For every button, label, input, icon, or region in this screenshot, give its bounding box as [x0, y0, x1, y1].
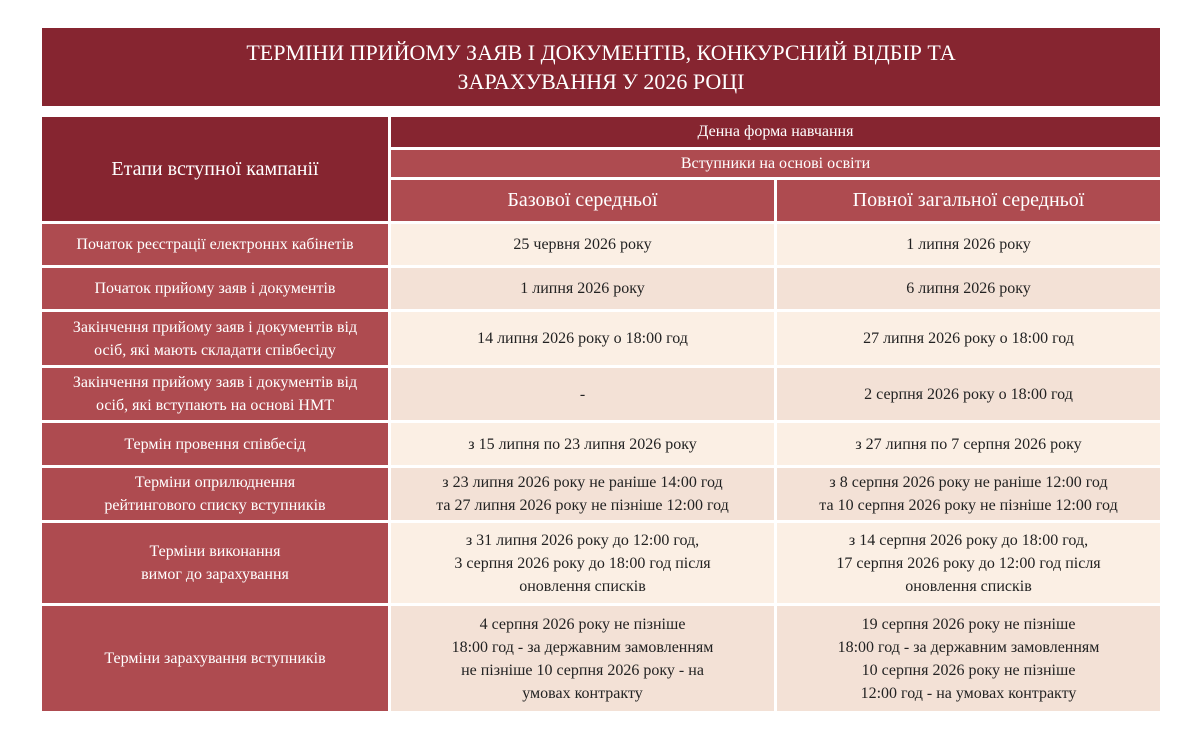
cell-text-line: 6 липня 2026 року [906, 280, 1031, 297]
table-cell-basic [391, 312, 774, 365]
table-cell-full [777, 368, 1160, 420]
table-cell-full [777, 312, 1160, 365]
column-header-full-label: Повної загальної середньої [852, 189, 1085, 211]
cell-text-line: 14 липня 2026 року о 18:00 год [477, 330, 688, 347]
cell-text-line: 18:00 год - за державним замовленням [837, 638, 1100, 656]
cell-text-line: Терміни оприлюднення [134, 474, 296, 491]
table-cell-basic [391, 423, 774, 465]
cell-text-line: 1 липня 2026 року [520, 280, 645, 297]
column-header-basic-label: Базової середньої [507, 189, 658, 211]
page-title [42, 28, 1160, 106]
cell-text-line: 4 серпня 2026 року не пізніше [479, 615, 686, 633]
cell-text-line: умовах контракту [522, 684, 643, 702]
cell-text-line: 25 червня 2026 року [513, 236, 652, 253]
table-cell-basic [391, 468, 774, 520]
cell-text-line: та 10 серпня 2026 року не пізніше 12:00 год [819, 497, 1118, 514]
cell-text-line: Початок реєстрації електроннх кабінетів [76, 236, 354, 253]
cell-text-line: з 15 липня по 23 липня 2026 року [468, 435, 697, 453]
cell-text-line: 27 липня 2026 року о 18:00 год [863, 330, 1074, 347]
cell-text-line: осіб, які мають складати співбесіду [94, 341, 336, 359]
table-cell-basic [391, 368, 774, 420]
cell-text-line: 19 серпня 2026 року не пізніше [861, 615, 1076, 633]
table-cell-stage [42, 468, 388, 520]
table-cell-stage [42, 523, 388, 603]
cell-text-line: 18:00 год - за державним замовленням [451, 638, 714, 656]
cell-text-line: 3 серпня 2026 року до 18:00 год після [454, 554, 711, 572]
cell-text-line: 17 серпня 2026 року до 12:00 год після [836, 554, 1101, 572]
title-line-2: ЗАРАХУВАННЯ У 2026 РОЦІ [457, 69, 745, 94]
cell-text-line: 1 липня 2026 року [906, 236, 1031, 253]
table-cell-stage [42, 268, 388, 309]
table-cell-full [777, 523, 1160, 603]
cell-text-line: Закінчення прийому заяв і документів від [72, 374, 358, 391]
cell-text-line: Термін провення співбесід [124, 435, 306, 453]
table-cell-stage [42, 423, 388, 465]
cell-text-line: Початок прийому заяв і документів [94, 280, 336, 297]
cell-text-line: з 14 серпня 2026 року до 18:00 год, [848, 531, 1089, 549]
cell-text-line: - [579, 385, 586, 403]
cell-text-line: рейтингового списку вступників [104, 497, 326, 514]
education-basis-header [391, 150, 1160, 177]
study-form-label: Денна форма навчання [697, 123, 854, 140]
education-basis-label: Вступники на основі освіти [680, 154, 871, 172]
stages-header-label: Етапи вступної кампанії [111, 157, 319, 180]
cell-text-line: 12:00 год - на умовах контракту [860, 684, 1077, 702]
cell-text-line: з 27 липня по 7 серпня 2026 року [855, 435, 1082, 453]
table-cell-stage [42, 368, 388, 420]
table-cell-basic [391, 523, 774, 603]
title-line-1: ТЕРМІНИ ПРИЙОМУ ЗАЯВ І ДОКУМЕНТІВ, КОНКУРСНИЙ ВІДБІР ТА [246, 40, 956, 65]
cell-text-line: з 23 липня 2026 року не раніше 14:00 год [442, 474, 723, 491]
cell-text-line: Терміни виконання [149, 543, 281, 560]
cell-text-line: з 31 липня 2026 року до 12:00 год, [465, 531, 700, 549]
table-cell-full [777, 606, 1160, 711]
cell-text-line: з 8 серпня 2026 року не раніше 12:00 год [829, 474, 1108, 491]
table-cell-full [777, 224, 1160, 265]
table-cell-stage [42, 606, 388, 711]
table-cell-stage [42, 224, 388, 265]
cell-text-line: вимог до зарахування [141, 566, 289, 583]
table-cell-full [777, 423, 1160, 465]
cell-text-line: осіб, які вступають на основі НМТ [96, 397, 334, 414]
table-cell-full [777, 468, 1160, 520]
cell-text-line: 2 серпня 2026 року о 18:00 год [864, 385, 1073, 403]
cell-text-line: оновлення списків [905, 577, 1032, 595]
study-form-header [391, 117, 1160, 147]
table-cell-basic [391, 606, 774, 711]
table-cell-basic [391, 268, 774, 309]
cell-text-line: Терміни зарахування вступників [104, 650, 326, 667]
table-cell-basic [391, 224, 774, 265]
cell-text-line: Закінчення прийому заяв і документів від [72, 318, 358, 336]
table-cell-full [777, 268, 1160, 309]
cell-text-line: оновлення списків [519, 577, 646, 595]
cell-text-line: 10 серпня 2026 року не пізніше [861, 661, 1076, 679]
cell-text-line: не пізніше 10 серпня 2026 року - на [461, 661, 704, 679]
cell-text-line: та 27 липня 2026 року не пізніше 12:00 год [436, 497, 729, 514]
column-header-basic [391, 180, 774, 221]
column-header-full [777, 180, 1160, 221]
table-cell-stage [42, 312, 388, 365]
stages-header [42, 117, 388, 221]
